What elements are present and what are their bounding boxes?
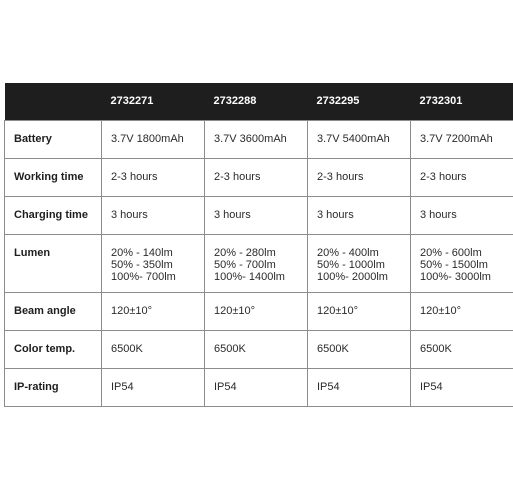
table-cell bbox=[308, 196, 411, 234]
cell-text: 3 hours bbox=[111, 209, 148, 221]
table-row bbox=[5, 234, 513, 292]
table-cell bbox=[102, 158, 205, 196]
row-label: Battery bbox=[5, 120, 102, 158]
table-cell bbox=[308, 120, 411, 158]
cell-text: 2-3 hours bbox=[317, 171, 364, 183]
cell-text: 50% - 1000lm bbox=[317, 258, 385, 271]
table-cell bbox=[411, 234, 513, 292]
cell-text: 50% - 700lm bbox=[214, 258, 276, 271]
header-cell-empty bbox=[5, 83, 102, 120]
table-cell bbox=[411, 120, 513, 158]
cell-text: 20% - 280lm bbox=[214, 246, 276, 259]
table-header bbox=[5, 83, 513, 120]
cell-text: 120±10° bbox=[317, 305, 359, 317]
table-body bbox=[5, 120, 513, 406]
table-cell bbox=[411, 158, 513, 196]
cell-text: 3 hours bbox=[214, 209, 251, 221]
table-row bbox=[5, 292, 513, 330]
cell-text: 3.7V 1800mAh bbox=[111, 133, 184, 145]
table-cell bbox=[308, 234, 411, 292]
cell-text: 20% - 600lm bbox=[420, 246, 482, 259]
row-label: Charging time bbox=[5, 196, 102, 234]
cell-text: 6500K bbox=[214, 343, 246, 355]
cell-text: IP54 bbox=[111, 381, 134, 393]
row-label: IP-rating bbox=[5, 368, 102, 406]
table-row bbox=[5, 330, 513, 368]
table-cell bbox=[411, 292, 513, 330]
table-cell bbox=[205, 292, 308, 330]
table-cell bbox=[205, 368, 308, 406]
cell-text: 100%- 2000lm bbox=[317, 270, 388, 283]
header-cell-model: 2732295 bbox=[308, 83, 411, 120]
cell-text: 20% - 140lm bbox=[111, 246, 173, 259]
cell-text: 3 hours bbox=[317, 209, 354, 221]
table-cell bbox=[308, 158, 411, 196]
cell-text: 120±10° bbox=[111, 305, 153, 317]
header-row bbox=[5, 83, 513, 120]
table-cell bbox=[205, 330, 308, 368]
table-cell bbox=[411, 330, 513, 368]
cell-text: 6500K bbox=[420, 343, 452, 355]
header-cell-model: 2732301 bbox=[411, 83, 513, 120]
table-cell bbox=[102, 234, 205, 292]
table-cell bbox=[411, 368, 513, 406]
cell-text: 50% - 1500lm bbox=[420, 258, 488, 271]
table-cell bbox=[205, 234, 308, 292]
table-cell bbox=[102, 196, 205, 234]
cell-text: IP54 bbox=[317, 381, 340, 393]
row-label: Working time bbox=[5, 158, 102, 196]
table-cell bbox=[102, 120, 205, 158]
cell-text: 6500K bbox=[317, 343, 349, 355]
table-row bbox=[5, 158, 513, 196]
table-row bbox=[5, 368, 513, 406]
cell-text: 2-3 hours bbox=[420, 171, 467, 183]
cell-text: IP54 bbox=[420, 381, 443, 393]
cell-text: 6500K bbox=[111, 343, 143, 355]
cell-text: IP54 bbox=[214, 381, 237, 393]
cell-text: 120±10° bbox=[420, 305, 462, 317]
cell-text: 3.7V 7200mAh bbox=[420, 133, 493, 145]
row-label: Lumen bbox=[5, 234, 102, 292]
table-cell bbox=[308, 292, 411, 330]
cell-text: 120±10° bbox=[214, 305, 256, 317]
spec-table bbox=[4, 83, 513, 407]
table-cell bbox=[411, 196, 513, 234]
table-cell bbox=[205, 196, 308, 234]
cell-text: 3.7V 3600mAh bbox=[214, 133, 287, 145]
cell-text: 2-3 hours bbox=[111, 171, 158, 183]
table-row bbox=[5, 196, 513, 234]
header-cell-model: 2732271 bbox=[102, 83, 205, 120]
table-row bbox=[5, 120, 513, 158]
header-cell-model: 2732288 bbox=[205, 83, 308, 120]
table-cell bbox=[308, 368, 411, 406]
row-label: Beam angle bbox=[5, 292, 102, 330]
cell-text: 100%- 700lm bbox=[111, 270, 176, 283]
cell-text: 100%- 3000lm bbox=[420, 270, 491, 283]
cell-text: 100%- 1400lm bbox=[214, 270, 285, 283]
table-cell bbox=[102, 330, 205, 368]
table-cell bbox=[205, 120, 308, 158]
row-label: Color temp. bbox=[5, 330, 102, 368]
table-cell bbox=[205, 158, 308, 196]
cell-text: 3.7V 5400mAh bbox=[317, 133, 390, 145]
table-cell bbox=[102, 292, 205, 330]
cell-text: 50% - 350lm bbox=[111, 258, 173, 271]
cell-text: 20% - 400lm bbox=[317, 246, 379, 259]
table-cell bbox=[102, 368, 205, 406]
table-cell bbox=[308, 330, 411, 368]
cell-text: 3 hours bbox=[420, 209, 457, 221]
cell-text: 2-3 hours bbox=[214, 171, 261, 183]
